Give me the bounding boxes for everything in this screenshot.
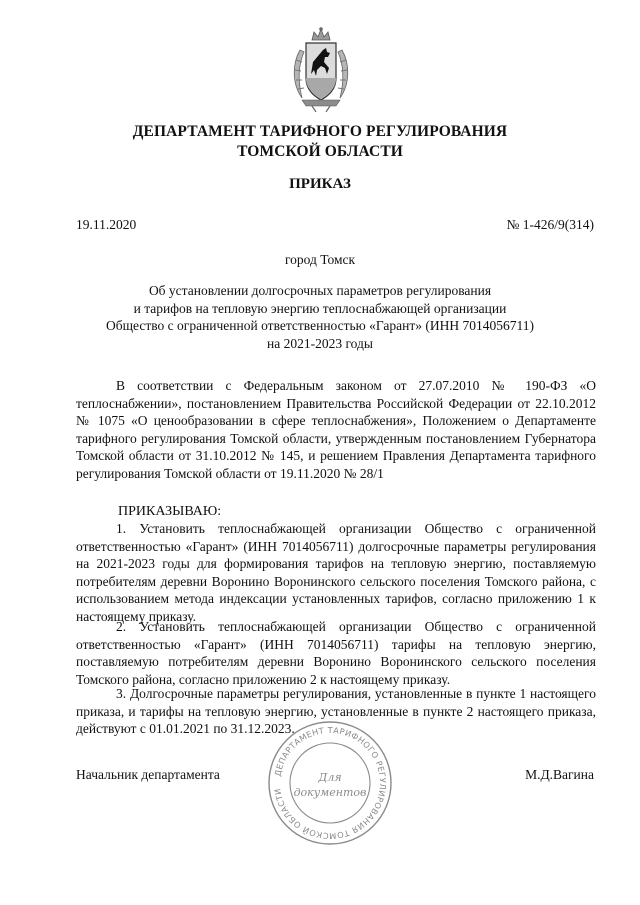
order-item-1 [76,520,596,626]
order-date: 19.11.2020 [76,217,137,232]
preamble-text: В соответствии с Федеральным законом от 27.07.2010 № 190-ФЗ «О теплоснабжении», постановлением Правительства Российской Федерации от 22.10.2012 № 1075 «О ценообразовании в сфере теплоснабжения», Положением о Департаменте тарифного регулирования Томской области, утвержденным постановлением Губернатора Томской области от 31.10.2012 № 145, и решением Правления Департамента тарифного регулирования Томской области от 19.11.2020 № 28/1 [76,378,596,481]
subject-line: и тарифов на тепловую энергию теплоснабжающей организации [133,300,507,316]
city: город Томск [284,252,356,267]
order-item-text: 2. Установить теплоснабжающей организации Общество с ограниченной ответственностью «Гарант» (ИНН 7014056711) тарифы на тепловую энергию, поставляемую потребителям деревни Воронино Воронинского сельского поселения Томского района, согласно приложению 2 к настоящему приказу. [76,619,596,687]
official-stamp [265,718,395,848]
subject-line: Об установлении долгосрочных параметров регулирования [148,283,492,298]
department-title-line1: ДЕПАРТАМЕНТ ТАРИФНОГО РЕГУЛИРОВАНИЯ [132,123,508,140]
order-number: № 1-426/9(314) [506,217,594,232]
stamp-center-line1: Для [318,771,342,784]
order-item-text: 1. Установить теплоснабжающей организации Общество с ограниченной ответственностью «Гарант» (ИНН 7014056711) долгосрочные параметры регулирования на 2021-2023 годы для формирования тарифов на тепловую энергию, поставляемую потребителям деревни Воронино Воронинского сельского поселения Томского района, с использованием метода индексации установленных тарифов, согласно приложению 1 к настоящему приказу. [76,521,596,624]
tomsk-coat-of-arms-icon [288,26,354,112]
subject-line: на 2021-2023 годы [267,335,373,351]
department-title [0,122,640,162]
order-item-2 [76,618,596,688]
order-word: ПРИКАЗЫВАЮ: [118,504,222,519]
document-type: ПРИКАЗ [289,176,351,192]
signatory-position: Начальник департамента [76,767,220,782]
subject-line: Общество с ограниченной ответственностью «Гарант» (ИНН 7014056711) [106,318,534,333]
stamp-center-line2: документов [293,786,367,799]
order-item-text: 3. Долгосрочные параметры регулирования, установленные в пункте 1 настоящего приказа, и тарифы на тепловую энергию, установленные в пункте 2 настоящего приказа, действуют с 01.01.2021 по 31.12.2023. [76,686,596,737]
department-title-line2: ТОМСКОЙ ОБЛАСТИ [237,143,403,160]
stamp-ring-text: ДЕПАРТАМЕНТ ТАРИФНОГО РЕГУЛИРОВАНИЯ ТОМСКОЙ ОБЛАСТИ [272,724,389,842]
preamble-paragraph [76,377,596,483]
order-subject [0,282,640,352]
signatory-name: М.Д.Вагина [525,767,594,782]
